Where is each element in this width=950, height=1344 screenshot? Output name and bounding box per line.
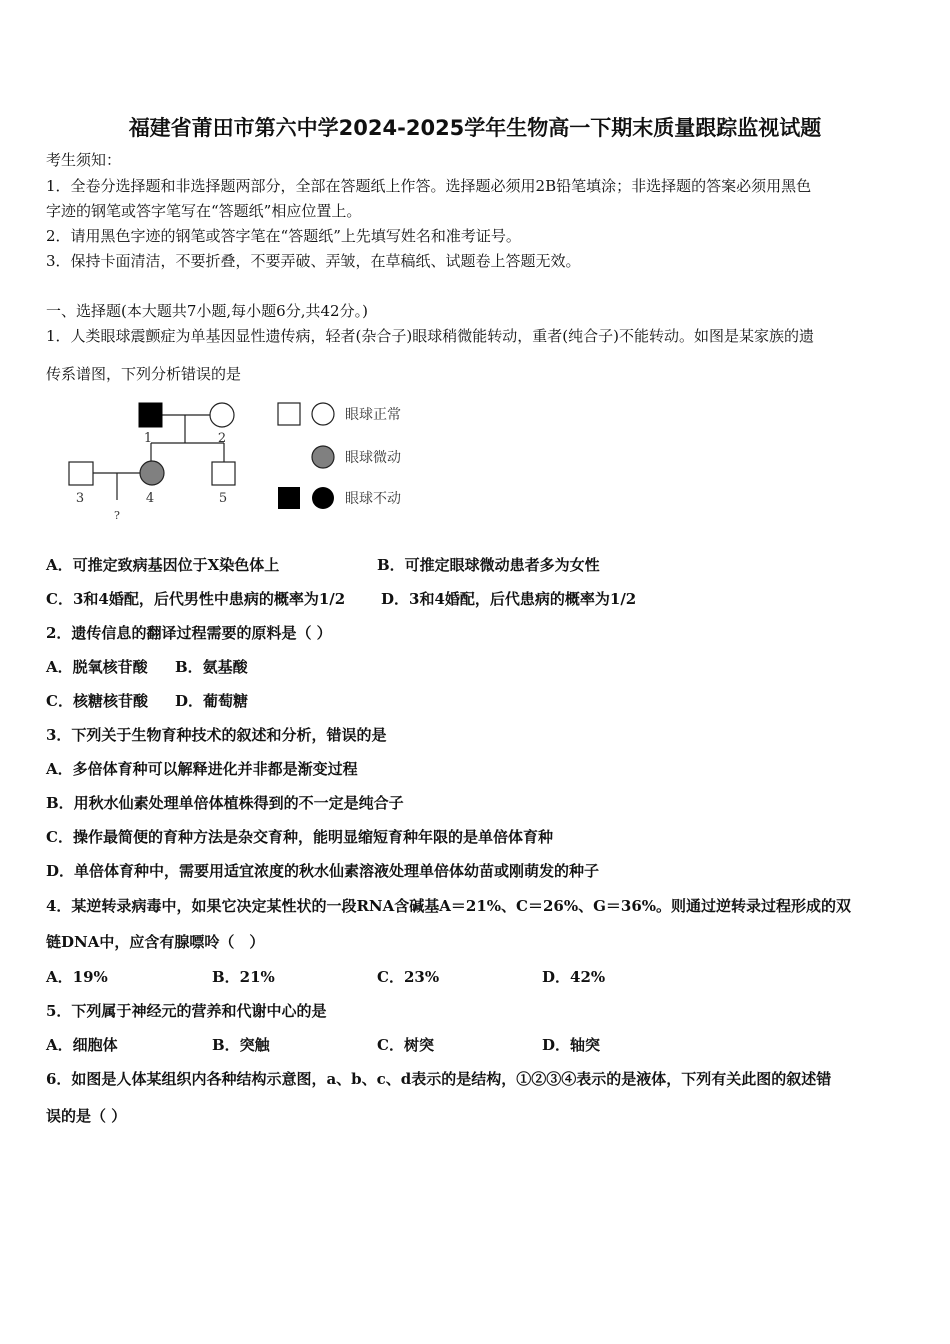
- label-unknown: ?: [114, 509, 120, 522]
- legend-affected-male: [278, 487, 300, 509]
- legend-carrier-female: [312, 446, 334, 468]
- notice-item: 字迹的钢笔或答字笔写在“答题纸”相应位置上。: [46, 202, 362, 220]
- option-2d: D．葡萄糖: [175, 692, 249, 710]
- question-5-text: 5．下列属于神经元的营养和代谢中心的是: [46, 1002, 327, 1020]
- label-2: 2: [217, 431, 227, 446]
- label-5: 5: [218, 491, 228, 506]
- notice-item: 3．保持卡面清洁，不要折叠，不要弄破、弄皱，在草稿纸、试题卷上答题无效。: [46, 252, 581, 270]
- question-3-text: 3．下列关于生物育种技术的叙述和分析，错误的是: [46, 726, 387, 744]
- legend-normal-label: 眼球正常: [345, 407, 401, 423]
- notice-item: 2．请用黑色字迹的钢笔或答字笔在“答题纸”上先填写姓名和准考证号。: [46, 227, 521, 245]
- page-title: 福建省莆田市第六中学2024-2025学年生物高一下期末质量跟踪监视试题: [128, 116, 822, 140]
- option-4d: D．42%: [542, 968, 606, 986]
- question-4-text: 4．某逆转录病毒中，如果它决定某性状的一段RNA含碱基A＝21%、C＝26%、G＝36%。则通过逆转录过程形成的双: [46, 897, 852, 915]
- legend-immobile-label: 眼球不动: [345, 491, 401, 507]
- option-4c: C．23%: [377, 968, 440, 986]
- option-3c: C．操作最简便的育种方法是杂交育种，能明显缩短育种年限的是单倍体育种: [46, 828, 553, 846]
- option-5c: C．树突: [377, 1036, 434, 1054]
- question-4-text: 链DNA中，应含有腺嘌呤（ ）: [46, 933, 265, 951]
- pedigree-diagram: [0, 0, 950, 540]
- option-2c: C．核糖核苷酸: [46, 692, 148, 710]
- legend-affected-female: [312, 487, 334, 509]
- question-6-text: 误的是（ ）: [46, 1107, 127, 1125]
- individual-2-normal-female: [210, 403, 234, 427]
- notice-heading: 考生须知：: [46, 151, 122, 169]
- question-1-text: 传系谱图，下列分析错误的是: [46, 365, 242, 383]
- option-5d: D．轴突: [542, 1036, 601, 1054]
- individual-3-normal-male: [69, 462, 93, 485]
- option-5b: B．突触: [212, 1036, 270, 1054]
- question-1-text: 1．人类眼球震颤症为单基因显性遗传病，轻者(杂合子)眼球稍微能转动，重者(纯合子)不能转动。如图是某家族的遗: [46, 327, 814, 345]
- option-3b: B．用秋水仙素处理单倍体植株得到的不一定是纯合子: [46, 794, 404, 812]
- option-2b: B．氨基酸: [175, 658, 248, 676]
- section-heading: 一、选择题(本大题共7小题,每小题6分,共42分。): [46, 302, 368, 320]
- label-1: 1: [143, 431, 153, 446]
- option-1c: C．3和4婚配，后代男性中患病的概率为1/2: [46, 590, 346, 608]
- legend-slight-label: 眼球微动: [345, 450, 401, 466]
- individual-5-normal-male: [212, 462, 235, 485]
- legend-normal-female: [312, 403, 334, 425]
- notice-item: 1．全卷分选择题和非选择题两部分，全部在答题纸上作答。选择题必须用2B铅笔填涂；非选择题的答案必须用黑色: [46, 177, 812, 195]
- option-5a: A．细胞体: [46, 1036, 118, 1054]
- option-2a: A．脱氧核苷酸: [46, 658, 148, 676]
- question-6-text: 6．如图是人体某组织内各种结构示意图，a、b、c、d表示的是结构，①②③④表示的是液体，下列有关此图的叙述错: [46, 1070, 832, 1088]
- label-4: 4: [145, 491, 155, 506]
- option-1d: D．3和4婚配，后代患病的概率为1/2: [381, 590, 637, 608]
- question-2-text: 2．遗传信息的翻译过程需要的原料是（ ）: [46, 624, 332, 642]
- individual-4-carrier-female: [140, 461, 164, 485]
- label-3: 3: [75, 491, 85, 506]
- option-1a: A．可推定致病基因位于X染色体上: [46, 556, 280, 574]
- option-4b: B．21%: [212, 968, 275, 986]
- legend-normal-male: [278, 403, 300, 425]
- option-3d: D．单倍体育种中，需要用适宜浓度的秋水仙素溶液处理单倍体幼苗或刚萌发的种子: [46, 862, 600, 880]
- option-1b: B．可推定眼球微动患者多为女性: [377, 556, 600, 574]
- option-4a: A．19%: [46, 968, 108, 986]
- individual-1-affected-male: [139, 403, 162, 427]
- option-3a: A．多倍体育种可以解释进化并非都是渐变过程: [46, 760, 358, 778]
